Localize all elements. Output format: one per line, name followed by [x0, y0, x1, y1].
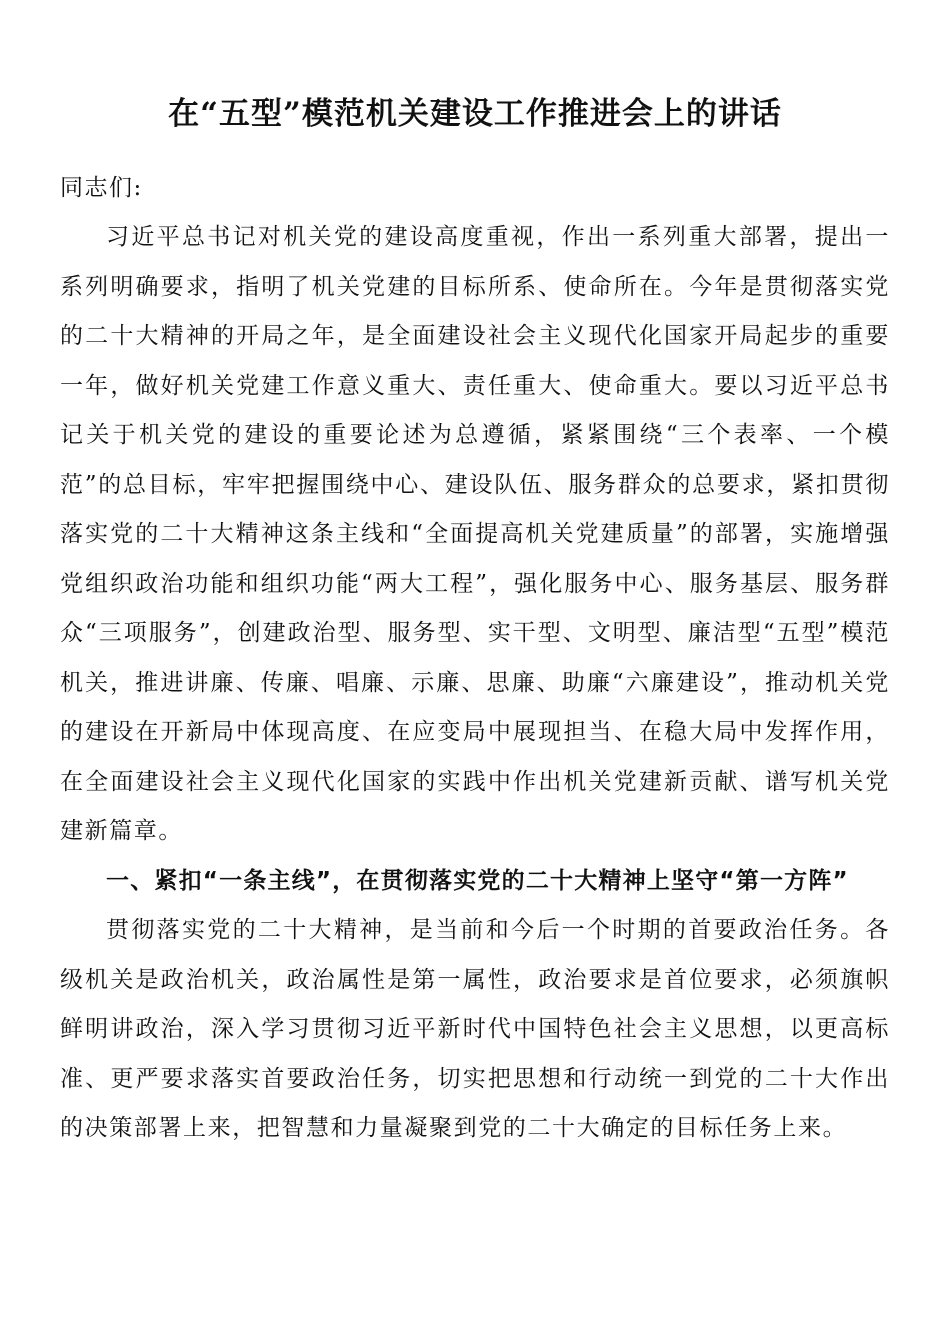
- section-1-paragraph: 贯彻落实党的二十大精神，是当前和今后一个时期的首要政治任务。各级机关是政治机关，政治属性是第一属性，政治要求是首位要求，必须旗帜鲜明讲政治，深入学习贯彻习近平新时代中国特色社会主义思想，以更高标准、更严要求落实首要政治任务，切实把思想和行动统一到党的二十大作出的决策部署上来，把智慧和力量凝聚到党的二十大确定的目标任务上来。: [60, 917, 890, 1141]
- document-title: 在“五型”模范机关建设工作推进会上的讲话: [168, 96, 782, 132]
- document-page: [60, 0, 890, 1344]
- intro-paragraph: 习近平总书记对机关党的建设高度重视，作出一系列重大部署，提出一系列明确要求，指明了机关党建的目标所系、使命所在。今年是贯彻落实党的二十大精神的开局之年，是全面建设社会主义现代化国家开局起步的重要一年，做好机关党建工作意义重大、责任重大、使命重大。要以习近平总书记关于机关党的建设的重要论述为总遵循，紧紧围绕“三个表率、一个模范”的总目标，牢牢把握围绕中心、建设队伍、服务群众的总要求，紧扣贯彻落实党的二十大精神这条主线和“全面提高机关党建质量”的部署，实施增强党组织政治功能和组织功能“两大工程”，强化服务中心、服务基层、服务群众“三项服务”，创建政治型、服务型、实干型、文明型、廉洁型“五型”模范机关，推进讲廉、传廉、唱廉、示廉、思廉、助廉“六廉建设”，推动机关党的建设在开新局中体现高度、在应变局中展现担当、在稳大局中发挥作用，在全面建设社会主义现代化国家的实践中作出机关党建新贡献、谱写机关党建新篇章。: [60, 224, 890, 844]
- salutation: 同志们:: [60, 175, 143, 201]
- section-1-heading: 一、紧扣“一条主线”，在贯彻落实党的二十大精神上坚守“第一方阵”: [106, 867, 849, 894]
